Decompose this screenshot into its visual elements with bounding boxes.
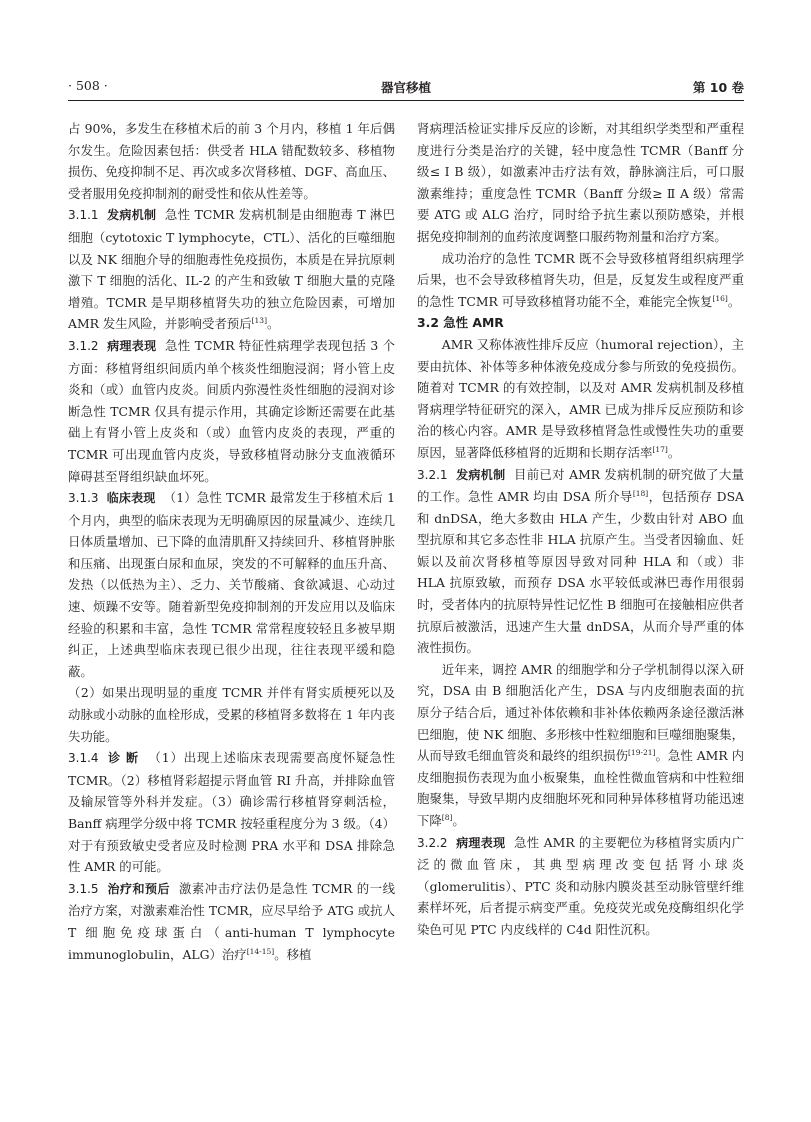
section-3-1-4 (68, 747, 395, 878)
section-number: 3.2.1 (417, 467, 448, 482)
section-text: 急性 AMR 的主要靶位为移植肾实质内广泛的微血管床，其典型病理改变包括肾小球炎（glomerulitis）、PTC 炎和动脉内膜炎甚至动脉管壁纤维素样坏死，后者提示病变严重。免疫荧光或免疫酶组织化学染色可见 PTC 内皮线样的 C4d 阳性沉积。 (417, 834, 744, 937)
section-number: 3.1.1 (68, 208, 99, 223)
section-3-1-3 (68, 487, 395, 682)
right-column (417, 118, 744, 941)
paragraph-text: 。急性 AMR 内皮细胞损伤表现为血小板聚集，血栓性微血管病和中性粒细胞聚集，导致早期内皮细胞坏死和同种异体移植肾功能迅速下降 (417, 748, 745, 828)
citation: [18] (632, 488, 649, 498)
section-text: ，包括预存 DSA 和 dnDSA，绝大多数由 HLA 产生，少数由针对 ABO 血型抗原和其它多态性非 HLA 抗原产生。当受者因输血、妊娠以及前次肾移植等原因导致对同种 HLA 和（或）非 HLA 抗原致敏，而预存 DSA 水平较低或淋巴毒作用很弱时，受者体内的抗原特异性记忆性 B 细胞可在接触相应供者抗原后被激活，迅速产生大量 dnDSA，从而介导严重的体液性损伤。 (417, 489, 745, 656)
section-number: 3.1.5 (68, 881, 99, 896)
section-text: （1）出现上述临床表现需要高度怀疑急性 TCMR。（2）移植肾彩超提示肾血管 RI 升高，并排除血管及输尿管等外科并发症。（3）确诊需行移植肾穿刺活检，Banff 病理学分级中将 TCMR 按轻重程度分为 3 级。（4）对于有预致敏史受者应及时检测 PRA 水平和 DSA 排除急性 AMR 的可能。 (68, 750, 395, 875)
section-text: 目前已对 AMR 发病机制的研究做了大量的工作。急性 AMR 均由 DSA 所介导 (417, 466, 744, 505)
section-heading: 发病机制 (107, 208, 157, 223)
volume-label: 第 10 卷 (692, 80, 744, 95)
section-heading: 发病机制 (456, 467, 506, 482)
left-column (68, 118, 395, 965)
section-3-1-1 (68, 204, 395, 335)
paragraph-text: 成功治疗的急性 TCMR 既不会导致移植肾组织病理学后果，也不会导致移植肾失功，但是，反复发生或程度严重的急性 TCMR 可导致移植肾功能不全，难能完全恢复 (417, 250, 744, 309)
citation: [17] (652, 444, 668, 454)
running-header (68, 78, 744, 100)
section-3-2-heading: 3.2 急性 AMR (417, 315, 504, 331)
citation: [16] (712, 293, 728, 303)
section-3-1-5 (68, 878, 395, 965)
section-heading: 临床表现 (106, 491, 156, 506)
paragraph (417, 248, 744, 313)
section-text: （1）急性 TCMR 最常发生于移植术后 1 个月内，典型的临床表现为无明确原因的尿量减少、连续几日体质量增加、已下降的血清肌酐又持续回升、移植肾肿胀和压痛、出现蛋白尿和血尿，突发的不可解释的血压升高、发热（以低热为主）、乏力、关节酸痛、食欲减退、心动过速、烦躁不安等。随着新型免疫抑制剂的开发应用以及临床经验的积累和丰富，急性 TCMR 常常程度较轻且多被早期纠正，上述典型临床表现已很少出现，往往表现平缓和隐蔽。 (68, 490, 395, 679)
paragraph: 占 90%，多发生在移植术后的前 3 个月内，移植 1 年后偶尔发生。危险因素包括：供受者 HLA 错配数较多、移植物损伤、免疫抑制不足、再次或多次肾移植、DGF、高血压、受者服用免疫抑制剂的耐受性和依从性差等。 (68, 121, 395, 201)
paragraph: （2）如果出现明显的重度 TCMR 并伴有肾实质梗死以及动脉或小动脉的血栓形成，受累的移植肾多数将在 1 年内丧失功能。 (68, 685, 395, 744)
punctuation: 。 (267, 316, 280, 332)
punctuation: 。 (727, 293, 741, 309)
citation: [13] (251, 316, 267, 326)
punctuation: 。移植 (274, 946, 312, 962)
section-3-1-2 (68, 335, 395, 487)
section-3-2-2 (417, 832, 744, 941)
paragraph (417, 659, 744, 832)
section-heading: 病理表现 (107, 338, 157, 353)
section-text: 激素冲击疗法仍是急性 TCMR 的一线治疗方案，对激素难治性 TCMR，应尽早给予 ATG 或抗人 T 细胞免疫球蛋白（anti-human T lymphocyte immunoglobulin，ALG）治疗 (68, 880, 395, 962)
section-text: 急性 TCMR 特征性病理学表现包括 3 个方面：移植肾组织间质内单个核炎性细胞浸润；肾小管上皮炎和（或）血管内皮炎。间质内弥漫性炎性细胞的浸润对诊断急性 TCMR 仅具有提示作用，其确定诊断还需要在此基础上有肾小管上皮炎和（或）血管内皮炎的表现，严重的 TCMR 可出现血管内皮炎，导致移植肾动脉分支血液循环障碍甚至肾组织缺血坏死。 (68, 337, 395, 484)
journal-title: 器官移植 (380, 80, 431, 95)
citation: [14-15] (246, 946, 275, 956)
page-number: · 508 · (68, 78, 108, 93)
section-text: 急性 TCMR 发病机制是由细胞毒 T 淋巴细胞（cytotoxic T lymphocyte，CTL）、活化的巨噬细胞以及 NK 细胞介导的细胞毒性免疫损伤，本质是在异抗原刺激下 T 细胞的活化、IL-2 的产生和致敏 T 细胞大量的克隆增殖。TCMR 是早期移植肾失功的独立危险因素，可增加 AMR 发生风险，并影响受者预后 (68, 207, 395, 332)
punctuation: 。 (452, 813, 465, 828)
citation: [19-21] (628, 748, 656, 758)
paragraph-text: 近年来，调控 AMR 的细胞学和分子学机制得以深入研究，DSA 由 B 细胞活化产生，DSA 与内皮细胞表面的抗原分子结合后，通过补体依赖和非补体依赖两条途径激活淋巴细胞，使 NK 细胞、多形核中性粒细胞和巨噬细胞聚集，从而导致毛细血管炎和最终的组织损伤 (417, 661, 744, 764)
section-number: 3.1.3 (68, 491, 99, 506)
paragraph: 肾病理活检证实排斥反应的诊断，对其组织学类型和严重程度进行分类是治疗的关键，轻中度急性 TCMR（Banff 分级≤ Ⅰ B 级），如激素冲击疗法有效，静脉滴注后，可口服激素维持；重度急性 TCMR（Banff 分级≥ Ⅱ A 级）常需要 ATG 或 ALG 治疗，同时给予抗生素以预防感染，并根据免疫抑制剂的血药浓度调整口服药物剂量和治疗方案。 (417, 121, 744, 244)
header-rule (68, 100, 744, 101)
paragraph (417, 334, 744, 464)
paragraph-text: AMR 又称体液性排斥反应（humoral rejection），主要由抗体、补体等多种体液免疫成分参与所致的免疫损伤。随着对 TCMR 的有效控制，以及对 AMR 发病机制及移植肾病理学特征研究的深入，AMR 已成为排斥反应预防和诊治的核心内容。AMR 是导致移植肾急性或慢性失功的重要原因，显著降低移植肾的近期和长期存活率 (417, 336, 744, 460)
section-heading: 治疗和预后 (107, 881, 171, 896)
punctuation: 。 (667, 444, 681, 460)
section-heading: 病理表现 (456, 835, 506, 850)
section-number: 3.1.2 (68, 338, 99, 353)
citation: [8] (441, 812, 453, 822)
section-number: 3.2.2 (417, 835, 448, 850)
section-3-2-1 (417, 464, 744, 659)
section-heading: 诊 断 (108, 751, 139, 766)
section-number: 3.1.4 (68, 751, 99, 766)
